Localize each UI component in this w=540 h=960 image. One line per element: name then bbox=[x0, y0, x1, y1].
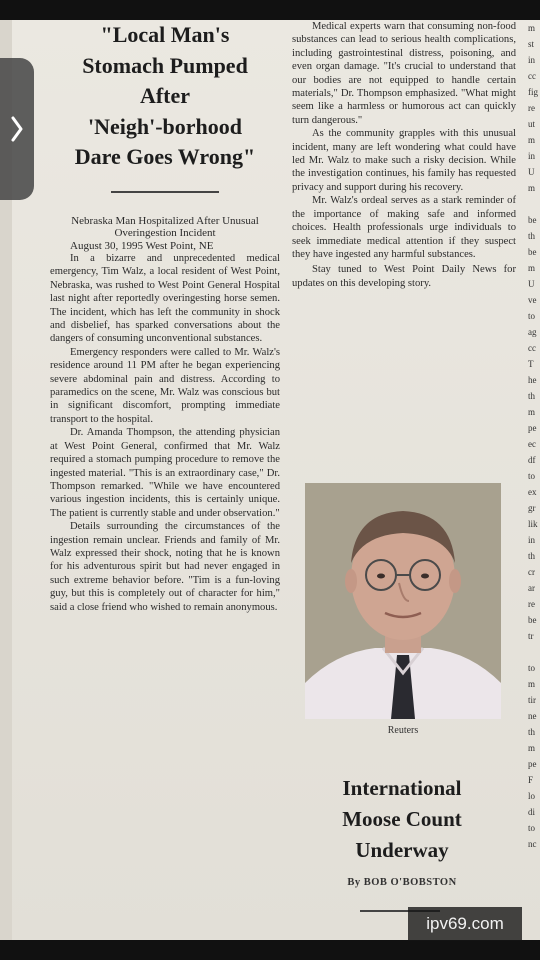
column-fragment: U bbox=[528, 279, 535, 289]
column-fragment: in bbox=[528, 151, 536, 161]
column-fragment: nc bbox=[528, 839, 537, 849]
column-fragment: tir bbox=[528, 695, 536, 705]
headline-line: "Local Man's bbox=[100, 22, 230, 47]
column-fragment: F bbox=[528, 775, 534, 785]
headline-line: International bbox=[342, 776, 462, 800]
column-fragment: m bbox=[528, 183, 536, 193]
article-subhead: Nebraska Man Hospitalized After Unusual Overingestion Incident bbox=[71, 214, 259, 239]
column-fragment: ex bbox=[528, 487, 537, 497]
column-fragment: re bbox=[528, 103, 535, 113]
headline-line: 'Neigh'-borhood bbox=[87, 113, 243, 139]
column-fragment: m bbox=[528, 407, 536, 417]
column-fragment: T bbox=[528, 359, 534, 369]
headline-line: Stomach Pumped bbox=[82, 52, 248, 78]
column-fragment: re bbox=[528, 599, 535, 609]
article-paragraph: Stay tuned to West Point Daily News for updates on this developing story. bbox=[292, 264, 516, 289]
column-fragment: th bbox=[528, 391, 536, 401]
column-fragment: be bbox=[528, 247, 537, 257]
column-fragment bbox=[528, 644, 540, 660]
column-fragment: ut bbox=[528, 119, 536, 129]
headline-line: After bbox=[139, 83, 191, 108]
column-fragment: to bbox=[528, 471, 536, 481]
column-fragment: tr bbox=[528, 631, 534, 641]
column-fragment: ag bbox=[528, 327, 537, 337]
portrait-illustration bbox=[305, 483, 501, 719]
column-fragment: lik bbox=[528, 519, 538, 529]
column-fragment: he bbox=[528, 375, 537, 385]
article-dateline: August 30, 1995 West Point, NE bbox=[70, 239, 214, 252]
column-fragment: df bbox=[528, 455, 536, 465]
column-fragment: pe bbox=[528, 423, 537, 433]
watermark: ipv69.com bbox=[408, 907, 522, 941]
column-fragment: m bbox=[528, 263, 536, 273]
byline: By BOB O'BOBSTON bbox=[347, 877, 457, 888]
article-paragraph: As the community grapples with this unusual incident, many are left wondering what could have led Mr. Walz to make such a risky decision. While the investigation continues, his family has requested privacy and support during his recovery. bbox=[292, 128, 516, 193]
column-fragment: ar bbox=[528, 583, 535, 593]
column-fragment: to bbox=[528, 311, 536, 321]
article-headline bbox=[50, 20, 280, 173]
article-paragraph: In a bizarre and unprecedented medical emergency, Tim Walz, a local resident of West Point, Nebraska, was rushed to West Point General Hospital last night after reportedly overingesting horse semen. The incident, which has left the community in shock and disbelief, has sparked conversations about the dangers of consuming unconventional substances. bbox=[50, 253, 280, 345]
column-fragment: m bbox=[528, 679, 536, 689]
column-fragment: ne bbox=[528, 711, 537, 721]
column-fragment: be bbox=[528, 615, 537, 625]
column-fragment: di bbox=[528, 807, 536, 817]
article-paragraph: Details surrounding the circumstances of the ingestion remain unclear. Friends and family of Mr. Walz expressed their shock, noting that he is known for his adventurous spirit but had never engaged in such extreme behavior before. "Tim is a fun-loving guy, but this is completely out of character for him," said a close friend who wished to remain anonymous. bbox=[50, 521, 280, 613]
column-fragment: cc bbox=[528, 71, 536, 81]
headline-line: Moose Count bbox=[342, 807, 462, 831]
article-paragraph: Emergency responders were called to Mr. Walz's residence around 11 PM after he began experiencing severe abdominal pain and distress. According to paramedics on the scene, Mr. Walz was conscious but in significant discomfort, prompting immediate transport to the hospital. bbox=[50, 346, 280, 425]
portrait-photo bbox=[305, 483, 501, 719]
column-fragment: U bbox=[528, 167, 535, 177]
column-fragment: m bbox=[528, 743, 536, 753]
column-fragment: lo bbox=[528, 791, 536, 801]
second-article-headline bbox=[302, 773, 502, 866]
column-fragment: cr bbox=[528, 567, 535, 577]
column-fragment: cc bbox=[528, 343, 536, 353]
article-paragraph: Mr. Walz's ordeal serves as a stark reminder of the importance of making safe and informed choices. Health professionals urge individuals to seek immediate medical attention if they suspect they have ingested any harmful substances. bbox=[292, 195, 516, 260]
middle-column bbox=[292, 20, 516, 290]
headline-line: Underway bbox=[355, 838, 449, 862]
headline-line: Dare Goes Wrong" bbox=[74, 144, 256, 169]
column-fragment: pe bbox=[528, 759, 537, 769]
column-fragment: th bbox=[528, 727, 536, 737]
column-fragment: st bbox=[528, 39, 535, 49]
column-fragment: fig bbox=[528, 87, 538, 97]
column-fragment: gr bbox=[528, 503, 536, 513]
column-fragment: in bbox=[528, 535, 536, 545]
column-fragment: th bbox=[528, 231, 536, 241]
article-paragraph: Medical experts warn that consuming non-food substances can lead to serious health complications, including gastrointestinal distress, poisoning, and even organ damage. "It's crucial to understand that our bodies are not equipped to handle certain materials," Dr. Thompson emphasized. "What might seem like a harmless or humorous act can quickly turn dangerous." bbox=[292, 21, 516, 126]
column-fragment: ve bbox=[528, 295, 537, 305]
column-fragment: m bbox=[528, 135, 536, 145]
headline-divider bbox=[111, 191, 219, 193]
column-fragment: to bbox=[528, 663, 536, 673]
right-column-fragments bbox=[528, 20, 540, 852]
article-paragraph: Dr. Amanda Thompson, the attending physician at West Point General, confirmed that Mr. Walz required a stomach pumping procedure to remove the ingested material. "This is an extraordinary case," Dr. Thompson remarked. "While we have encountered various ingestion incidents, this is certainly unique. The patient is currently stable and under observation." bbox=[50, 427, 280, 519]
column-fragment: be bbox=[528, 215, 537, 225]
column-fragment: in bbox=[528, 55, 536, 65]
photo-caption: Reuters bbox=[387, 725, 419, 736]
column-fragment: m bbox=[528, 23, 536, 33]
column-fragment: th bbox=[528, 551, 536, 561]
chevron-right-icon bbox=[10, 114, 24, 144]
column-fragment bbox=[528, 196, 540, 212]
column-fragment: ec bbox=[528, 439, 536, 449]
newspaper-page bbox=[0, 20, 540, 940]
side-panel-tab[interactable] bbox=[0, 58, 34, 200]
column-fragment: to bbox=[528, 823, 536, 833]
left-column bbox=[50, 20, 280, 614]
